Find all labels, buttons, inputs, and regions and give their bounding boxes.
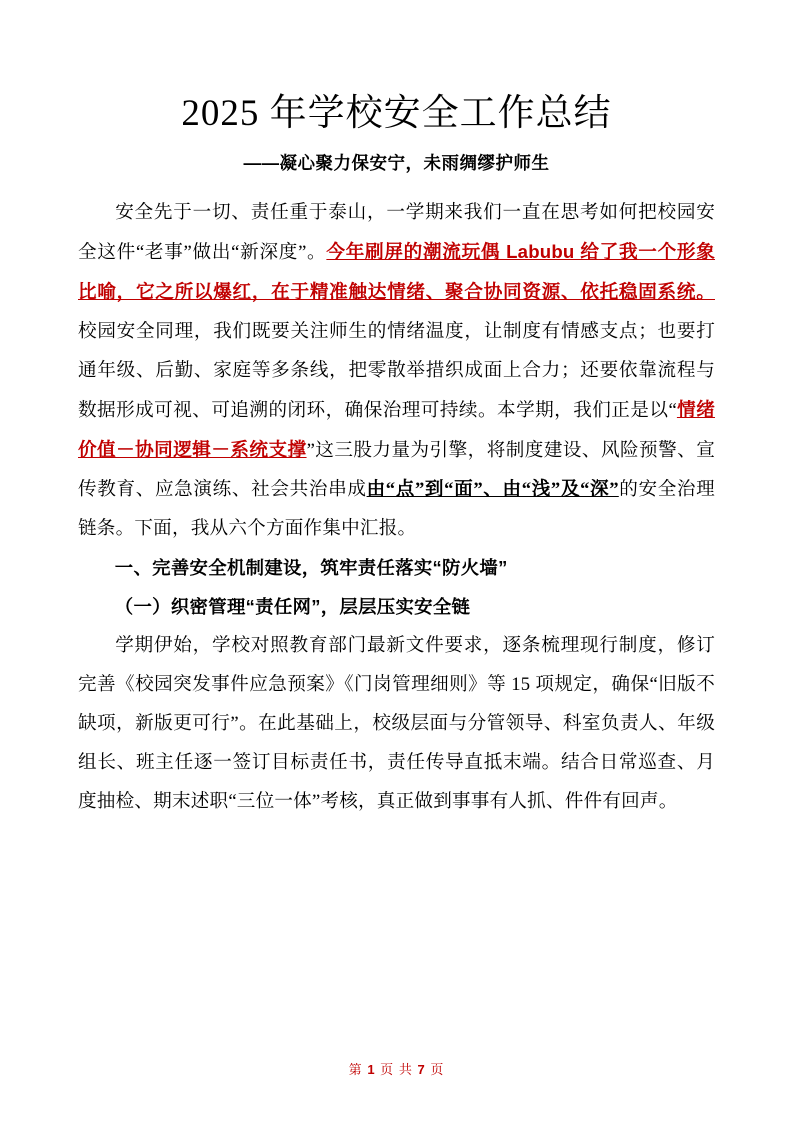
- page-footer: [0, 1059, 793, 1078]
- page-title: 2025 年学校安全工作总结: [181, 93, 612, 134]
- footer-total-prefix: 共: [398, 1062, 413, 1077]
- paragraph-intro-part2: 校园安全同理，我们既要关注师生的情绪温度，让制度有情感支点；也要打通年级、后勤、家庭等多条线，把零散举措织成面上合力；还要依靠流程与数据形成可视、可追溯的闭环，确保治理可持续。本学期，我们正是以“: [78, 321, 715, 422]
- paragraph-intro-part1: 安全先于一切、责任重于泰山，一学期来我们一直在思考如何把校园安全这件“老事”做出“新深度”。: [78, 202, 715, 264]
- footer-prefix: 第: [348, 1062, 363, 1077]
- footer-suffix: 页: [430, 1062, 445, 1077]
- footer-middle: 页: [380, 1062, 395, 1077]
- section-heading-1: 一、完善安全机制建设，筑牢责任落实“防火墙”: [114, 557, 508, 579]
- section-heading-2: （一）织密管理“责任网”，层层压实安全链: [114, 596, 471, 618]
- footer-page-number: 1: [367, 1062, 376, 1077]
- paragraph-intro-underline1: 由“点”到“面”、由“浅”及“深”: [366, 479, 619, 501]
- paragraph-intro-part3: ”这三股力量为引擎，将制度建设、风险预警、宣传教育、应急演练、社会共治串成: [78, 440, 715, 501]
- paragraph-intro-part4: 的安全治理链条。下面，我从六个方面作集中汇报。: [78, 479, 715, 540]
- paragraph-intro-highlight1: 今年刷屏的潮流玩偶 Labubu 给了我一个形象比喻，它之所以爆红，在于精准触达情绪、聚合协同资源、依托稳固系统。: [78, 241, 716, 303]
- paragraph-intro-highlight2: 情绪价值－协同逻辑－系统支撑: [78, 399, 715, 461]
- page-subtitle: ——凝心聚力保安宁，未雨绸缪护师生: [243, 153, 550, 174]
- paragraph-intro: [78, 193, 715, 548]
- paragraph-body-2: 学期伊始，学校对照教育部门最新文件要求，逐条梳理现行制度，修订完善《校园突发事件应急预案》《门岗管理细则》等 15 项规定，确保“旧版不缺项，新版更可行”。在此基础上，校级层面与分管领导、科室负责人、年级组长、班主任逐一签订目标责任书，责任传导直抵末端。结合日常巡查、月度抽检、期末述职“三位一体”考核，真正做到事事有人抓、件件有回声。: [78, 635, 715, 813]
- footer-total-pages: 7: [417, 1062, 426, 1077]
